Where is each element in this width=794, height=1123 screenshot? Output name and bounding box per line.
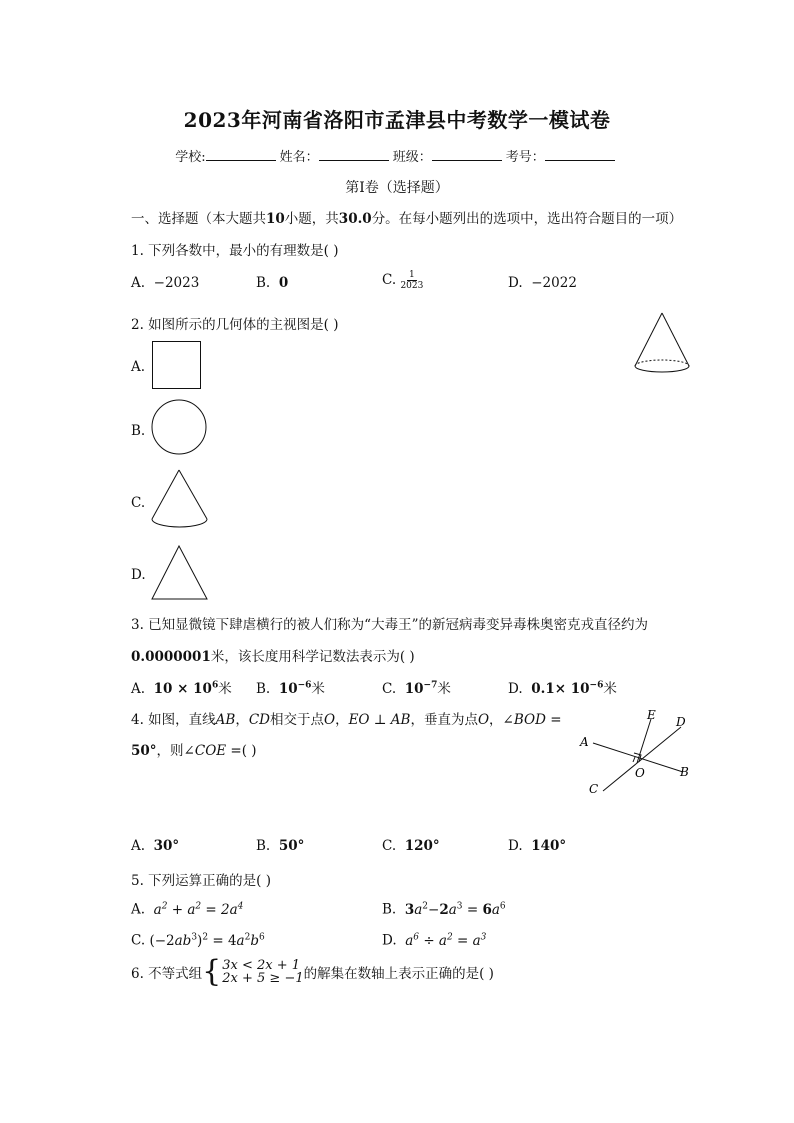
- stem-text: ，则: [156, 743, 184, 759]
- class-label: 班级：: [392, 150, 432, 165]
- option-value: −2022: [531, 275, 577, 291]
- heading-text: 分。在每小题列出的选项中，选出符合题目的一项）: [371, 211, 683, 227]
- page-title: 2023年河南省洛阳市孟津县中考数学一模试卷: [183, 108, 611, 132]
- point-d-label: D: [676, 715, 686, 729]
- square-shape[interactable]: [152, 341, 202, 389]
- q5-stem: 5. 下列运算正确的是( ): [131, 873, 271, 889]
- stem-text: ，: [489, 712, 503, 728]
- brace-icon: {: [202, 954, 222, 989]
- name-blank[interactable]: [319, 148, 389, 161]
- q1-option-a[interactable]: [131, 275, 199, 291]
- class-blank[interactable]: [432, 148, 502, 161]
- section-title: 第I卷（选择题）: [345, 180, 449, 196]
- denominator: 2023: [400, 281, 424, 291]
- option-formula: $3a^2-2a^3 = 6a^6$: [404, 901, 506, 918]
- option-label: B.: [382, 901, 397, 918]
- triangle-shape[interactable]: [150, 545, 210, 601]
- inequality-1: 3x < 2x + 1: [222, 958, 301, 973]
- q3-option-d[interactable]: [508, 677, 617, 697]
- option-label: A.: [131, 681, 146, 697]
- unit: 米: [437, 681, 451, 697]
- option-value: 50°: [278, 838, 305, 854]
- q3-option-b[interactable]: [256, 677, 325, 697]
- option-value: 10: [278, 681, 298, 697]
- option-value: 120°: [404, 838, 440, 854]
- unit: 米: [218, 681, 232, 697]
- option-value: −2023: [153, 275, 200, 291]
- q1-stem: 1. 下列各数中，最小的有理数是( ): [131, 243, 339, 259]
- name-label: 姓名：: [279, 150, 319, 165]
- student-info-line: [0, 146, 794, 165]
- heading-text: 小题，共: [284, 211, 339, 227]
- option-label: A.: [131, 275, 146, 291]
- q1-option-c[interactable]: [382, 270, 423, 291]
- cone-shape[interactable]: [150, 469, 210, 531]
- point-b-label: B: [680, 765, 689, 779]
- option-label: B.: [256, 838, 271, 854]
- math-symbol: O: [324, 712, 336, 728]
- stem-text: ，: [235, 712, 249, 728]
- stem-text: 米，该长度用科学记数法表示为( ): [210, 649, 415, 665]
- q3-option-c[interactable]: [382, 677, 451, 697]
- q5-option-d[interactable]: [382, 932, 486, 949]
- q3-option-a[interactable]: [131, 677, 232, 697]
- q1-option-d[interactable]: [508, 275, 577, 291]
- q4-stem-line2: [131, 739, 257, 759]
- stem-text: 6. 不等式组: [131, 966, 203, 982]
- math-symbol: AB: [215, 712, 236, 728]
- unit: 米: [603, 681, 617, 697]
- option-formula: $a^2 + a^2 = 2a^4$: [153, 901, 244, 918]
- q3-stem-line1: 3. 已知显微镜下肆虐横行的被人们称为“大毒王”的新冠病毒变异毒株奥密克戎直径约为: [131, 617, 648, 633]
- math-symbol: ∠COE =: [183, 743, 242, 759]
- q3-stem-line2: [131, 645, 415, 665]
- stem-text: ，垂直为点: [410, 712, 478, 728]
- math-symbol: EO ⊥ AB: [348, 712, 411, 728]
- exponent: 6: [211, 680, 219, 691]
- stem-text: ，: [335, 712, 349, 728]
- point-a-label: A: [580, 735, 589, 749]
- q4-option-a[interactable]: [131, 838, 179, 854]
- option-value: 10: [404, 681, 424, 697]
- q2-stem: 2. 如图所示的几何体的主视图是( ): [131, 317, 339, 333]
- option-label: C.: [382, 681, 397, 697]
- stem-text: 的解集在数轴上表示正确的是( ): [303, 966, 494, 982]
- q1-option-b[interactable]: [256, 275, 288, 291]
- option-value: 140°: [531, 838, 567, 854]
- stem-text: ( ): [241, 743, 257, 759]
- q4-option-d[interactable]: [508, 838, 566, 854]
- option-label: B.: [256, 681, 271, 697]
- numerator: 1: [409, 270, 415, 280]
- q4-option-c[interactable]: [382, 838, 440, 854]
- q4-option-b[interactable]: [256, 838, 304, 854]
- exam-no-label: 考号：: [505, 150, 545, 165]
- school-label: 学校:: [175, 150, 206, 165]
- point-e-label: E: [647, 708, 656, 722]
- q5-option-b[interactable]: [382, 901, 506, 918]
- option-label: C.: [382, 272, 397, 288]
- math-symbol: O: [477, 712, 490, 728]
- heading-text: 一、选择题（本大题共: [131, 211, 266, 227]
- fraction: [400, 270, 423, 291]
- q5-option-a[interactable]: [131, 901, 243, 918]
- exponent: −7: [423, 680, 438, 691]
- q5-option-c[interactable]: [131, 932, 265, 949]
- q4-stem-line1: [131, 708, 562, 728]
- inequality-system: [202, 954, 304, 989]
- angle-value: 50°: [131, 743, 157, 759]
- question-count: 10: [266, 211, 285, 227]
- q2-option-d-label[interactable]: D.: [131, 567, 146, 583]
- math-symbol: CD: [248, 712, 270, 728]
- decimal-number: 0.0000001: [131, 649, 211, 665]
- option-value: 0: [278, 275, 289, 291]
- circle-shape[interactable]: [150, 399, 210, 457]
- option-label: C.: [382, 838, 397, 854]
- intersecting-lines-figure: [575, 705, 700, 800]
- cone-figure: [633, 312, 693, 374]
- inequality-2: 2x + 5 ≥ −1: [222, 971, 304, 986]
- option-value: 10 × 10: [153, 681, 212, 697]
- q2-option-b-label[interactable]: B.: [131, 423, 146, 439]
- option-label: C.: [131, 932, 146, 949]
- exponent: −6: [297, 680, 312, 691]
- stem-text: 4. 如图，直线: [131, 712, 216, 728]
- school-blank[interactable]: [206, 148, 276, 161]
- unit: 米: [311, 681, 325, 697]
- option-label: D.: [382, 932, 397, 949]
- option-value: 0.1× 10: [531, 681, 590, 697]
- q2-option-a-label[interactable]: A.: [131, 359, 146, 375]
- option-label: D.: [508, 681, 523, 697]
- part1-heading: [131, 207, 682, 227]
- math-symbol: ∠BOD =: [502, 712, 562, 728]
- q6-stem: [131, 954, 494, 989]
- option-label: D.: [508, 275, 523, 291]
- total-score: 30.0: [338, 211, 372, 227]
- option-label: A.: [131, 901, 146, 918]
- point-c-label: C: [589, 782, 599, 796]
- point-o-label: O: [635, 766, 645, 780]
- q2-option-c-label[interactable]: C.: [131, 495, 146, 511]
- option-label: B.: [256, 275, 271, 291]
- exponent: −6: [589, 680, 604, 691]
- option-label: D.: [508, 838, 523, 854]
- stem-text: 相交于点: [270, 712, 324, 728]
- option-formula: $(-2ab^3)^2 = 4a^2b^6$: [149, 932, 265, 949]
- option-label: A.: [131, 838, 146, 854]
- exam-no-blank[interactable]: [545, 148, 615, 161]
- option-formula: $a^6 \div a^2 = a^3$: [405, 932, 487, 949]
- option-value: 30°: [153, 838, 180, 854]
